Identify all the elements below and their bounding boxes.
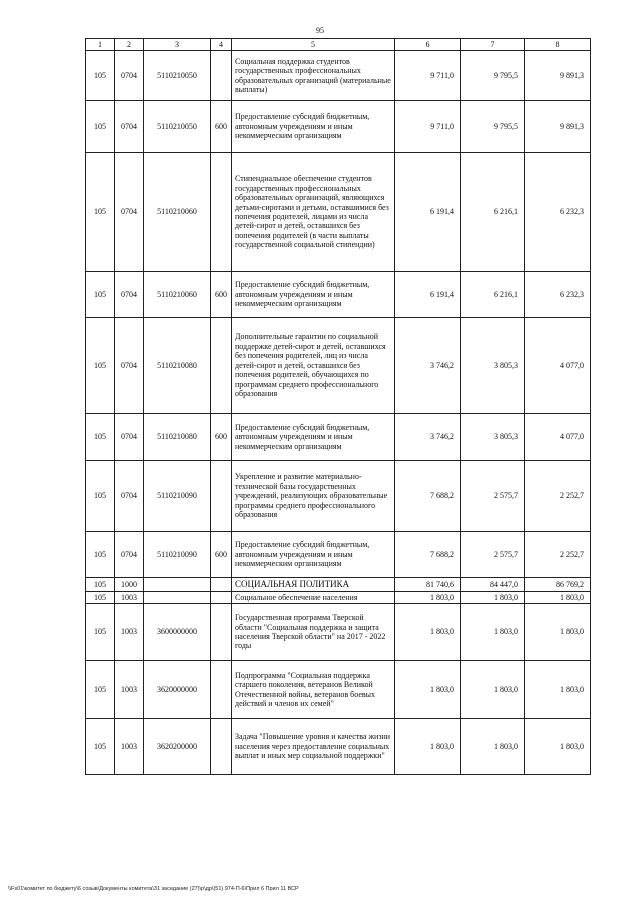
table-row [86,51,591,101]
amount-year2-cell: 1 803,0 [461,604,525,661]
admin-code-cell: 105 [86,51,115,101]
column-number-row [86,39,591,51]
admin-code-cell: 105 [86,318,115,414]
amount-year1-cell: 6 191,4 [395,272,461,318]
target-article-cell: 5110210050 [144,51,211,101]
table-row [86,591,591,603]
column-header: 6 [395,39,461,51]
table-row [86,101,591,153]
column-header: 8 [525,39,591,51]
admin-code-cell: 105 [86,661,115,719]
amount-year2-cell: 1 803,0 [461,661,525,719]
section-code-cell: 0704 [115,153,144,272]
admin-code-cell: 105 [86,591,115,603]
section-code-cell: 0704 [115,532,144,578]
expense-type-cell [211,719,232,775]
target-article-cell: 5110210080 [144,414,211,461]
column-header: 4 [211,39,232,51]
description-cell: Предоставление субсидий бюджетным, автономным учреждениям и иным некоммерческим организациям [232,101,395,153]
amount-year3-cell: 1 803,0 [525,719,591,775]
table-row [86,461,591,532]
table-row [86,318,591,414]
admin-code-cell: 105 [86,578,115,592]
amount-year2-cell: 1 803,0 [461,591,525,603]
description-cell: Предоставление субсидий бюджетным, автономным учреждениям и иным некоммерческим организациям [232,272,395,318]
section-code-cell: 1003 [115,719,144,775]
admin-code-cell: 105 [86,532,115,578]
admin-code-cell: 105 [86,272,115,318]
section-code-cell: 0704 [115,461,144,532]
description-cell: Дополнительные гарантии по социальной поддержке детей-сирот и детей, оставшихся без попечения родителей, лиц из числа детей-сирот и детей, оставшихся без попечения родителей, обучающихся по программам среднего профессионального образования [232,318,395,414]
target-article-cell: 5110210090 [144,461,211,532]
amount-year3-cell: 2 252,7 [525,461,591,532]
section-code-cell: 1003 [115,591,144,603]
amount-year1-cell: 3 746,2 [395,414,461,461]
amount-year2-cell: 6 216,1 [461,272,525,318]
admin-code-cell: 105 [86,604,115,661]
description-cell: Социальное обеспечение населения [232,591,395,603]
description-cell: Стипендиальное обеспечение студентов государственных профессиональных образовательных организаций, являющихся детьми-сиротами и детьми, оставшимися без попечения родителей, лицами из числа детей-сирот и детей, оставшихся без попечения родителей (в части выплаты государственной социальной стипендии) [232,153,395,272]
amount-year2-cell: 9 795,5 [461,101,525,153]
amount-year1-cell: 7 688,2 [395,532,461,578]
column-header: 1 [86,39,115,51]
amount-year3-cell: 6 232,3 [525,153,591,272]
table-row [86,578,591,592]
section-code-cell: 1000 [115,578,144,592]
amount-year3-cell: 9 891,3 [525,51,591,101]
expense-type-cell [211,578,232,592]
amount-year1-cell: 81 740,6 [395,578,461,592]
amount-year2-cell: 2 575,7 [461,532,525,578]
column-header: 5 [232,39,395,51]
amount-year1-cell: 1 803,0 [395,661,461,719]
amount-year1-cell: 6 191,4 [395,153,461,272]
expense-type-cell: 600 [211,532,232,578]
expense-type-cell: 600 [211,414,232,461]
table-row [86,719,591,775]
description-cell: Подпрограмма "Социальная поддержка старшего поколения, ветеранов Великой Отечественной войны, ветеранов боевых действий и членов их семей" [232,661,395,719]
budget-table [85,38,591,775]
amount-year3-cell: 4 077,0 [525,414,591,461]
description-cell: Социальная поддержка студентов государственных профессиональных образовательных организаций (материальные выплаты) [232,51,395,101]
section-code-cell: 1003 [115,661,144,719]
amount-year2-cell: 6 216,1 [461,153,525,272]
amount-year1-cell: 7 688,2 [395,461,461,532]
target-article-cell: 5110210060 [144,272,211,318]
table-row [86,272,591,318]
admin-code-cell: 105 [86,719,115,775]
amount-year1-cell: 9 711,0 [395,101,461,153]
amount-year3-cell: 6 232,3 [525,272,591,318]
table-row [86,414,591,461]
column-header: 2 [115,39,144,51]
target-article-cell: 5110210060 [144,153,211,272]
amount-year3-cell: 4 077,0 [525,318,591,414]
amount-year1-cell: 1 803,0 [395,591,461,603]
description-cell: СОЦИАЛЬНАЯ ПОЛИТИКА [232,578,395,592]
expense-type-cell [211,591,232,603]
amount-year1-cell: 3 746,2 [395,318,461,414]
section-code-cell: 0704 [115,101,144,153]
amount-year3-cell: 86 769,2 [525,578,591,592]
description-cell: Предоставление субсидий бюджетным, автономным учреждениям и иным некоммерческим организациям [232,532,395,578]
amount-year2-cell: 84 447,0 [461,578,525,592]
expense-type-cell [211,51,232,101]
amount-year3-cell: 1 803,0 [525,604,591,661]
admin-code-cell: 105 [86,101,115,153]
expense-type-cell: 600 [211,272,232,318]
expense-type-cell [211,604,232,661]
section-code-cell: 0704 [115,414,144,461]
description-cell: Государственная программа Тверской области "Социальная поддержка и защита населения Тверской области" на 2017 - 2022 годы [232,604,395,661]
admin-code-cell: 105 [86,153,115,272]
section-code-cell: 0704 [115,272,144,318]
expense-type-cell: 600 [211,101,232,153]
target-article-cell: 3620200000 [144,719,211,775]
amount-year3-cell: 2 252,7 [525,532,591,578]
expense-type-cell [211,318,232,414]
page-number: 95 [316,26,324,35]
amount-year3-cell: 1 803,0 [525,591,591,603]
expense-type-cell [211,153,232,272]
table-row [86,604,591,661]
description-cell: Задача "Повышение уровня и качества жизни населения через предоставление социальных выплат и иных мер социальной поддержки" [232,719,395,775]
file-path-footer: \\Fs01\комитет по бюджету\6 созыв\Документы комитета\31 заседание (27)\р\др\(51) 974-П-6\Прил 6 Прил 11 ВСР [8,886,299,892]
admin-code-cell: 105 [86,414,115,461]
description-cell: Предоставление субсидий бюджетным, автономным учреждениям и иным некоммерческим организациям [232,414,395,461]
amount-year2-cell: 9 795,5 [461,51,525,101]
expense-type-cell [211,461,232,532]
admin-code-cell: 105 [86,461,115,532]
target-article-cell [144,578,211,592]
amount-year1-cell: 9 711,0 [395,51,461,101]
amount-year2-cell: 3 805,3 [461,414,525,461]
amount-year3-cell: 9 891,3 [525,101,591,153]
target-article-cell: 5110210080 [144,318,211,414]
target-article-cell: 3620000000 [144,661,211,719]
description-cell: Укрепление и развитие материально-технической базы государственных учреждений, реализующих образовательные программы среднего профессионального образования [232,461,395,532]
column-header: 7 [461,39,525,51]
amount-year1-cell: 1 803,0 [395,604,461,661]
target-article-cell [144,591,211,603]
section-code-cell: 1003 [115,604,144,661]
amount-year2-cell: 1 803,0 [461,719,525,775]
amount-year2-cell: 2 575,7 [461,461,525,532]
section-code-cell: 0704 [115,51,144,101]
amount-year1-cell: 1 803,0 [395,719,461,775]
target-article-cell: 3600000000 [144,604,211,661]
table-body [86,39,591,775]
amount-year3-cell: 1 803,0 [525,661,591,719]
amount-year2-cell: 3 805,3 [461,318,525,414]
column-header: 3 [144,39,211,51]
target-article-cell: 5110210090 [144,532,211,578]
table-row [86,661,591,719]
section-code-cell: 0704 [115,318,144,414]
target-article-cell: 5110210050 [144,101,211,153]
table-row [86,153,591,272]
table-row [86,532,591,578]
expense-type-cell [211,661,232,719]
